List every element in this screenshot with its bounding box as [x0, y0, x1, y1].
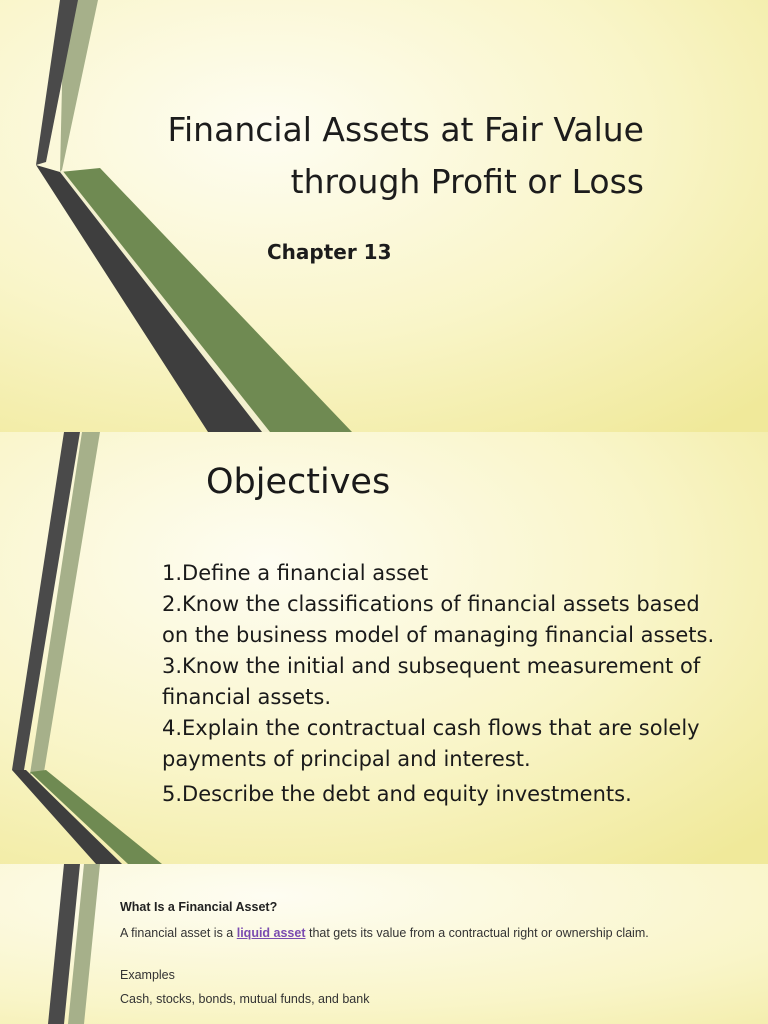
decorative-stripes — [0, 0, 768, 432]
slide-definition — [0, 864, 768, 1024]
definition-text — [120, 926, 760, 940]
objective-item: 4.Explain the contractual cash flows that are solely payments of principal and interest. — [162, 716, 700, 771]
title-line-1: Financial Assets at Fair Value — [167, 110, 644, 149]
objectives-list — [162, 558, 722, 810]
chapter-subtitle: Chapter 13 — [267, 240, 392, 264]
definition-before: A financial asset is a — [120, 926, 237, 940]
definition-question: What Is a Financial Asset? — [120, 900, 278, 914]
liquid-asset-link[interactable]: liquid asset — [236, 926, 306, 940]
definition-content — [120, 900, 760, 1006]
examples-label: Examples — [120, 968, 175, 982]
objective-item: 1.Define a financial asset — [162, 561, 429, 585]
slide-title-text — [84, 104, 644, 208]
slide-title — [0, 0, 768, 432]
objective-item: 3.Know the initial and subsequent measurement of financial assets. — [162, 654, 701, 709]
objective-item: 2.Know the classifications of financial assets based on the business model of managing financial assets. — [162, 592, 715, 647]
objectives-heading: Objectives — [206, 462, 391, 502]
definition-after: that gets its value from a contractual right or ownership claim. — [305, 926, 649, 940]
examples-text: Cash, stocks, bonds, mutual funds, and bank — [120, 992, 370, 1006]
objective-item: 5.Describe the debt and equity investments. — [162, 782, 632, 806]
slide-objectives — [0, 432, 768, 864]
title-line-2: through Profit or Loss — [290, 162, 644, 201]
